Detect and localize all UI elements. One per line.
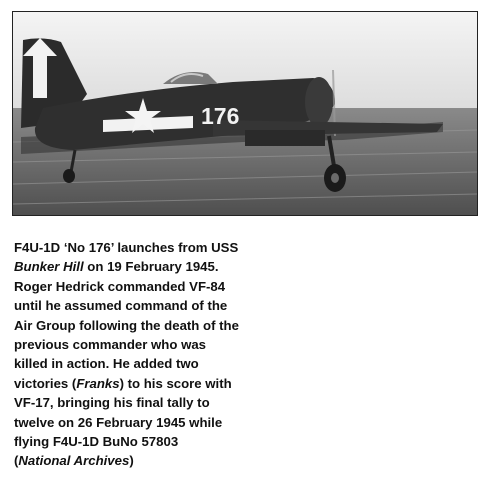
photo-illustration xyxy=(13,12,477,215)
caption-line: twelve on 26 February 1945 while xyxy=(14,414,223,430)
caption-line xyxy=(14,451,296,470)
caption-text: ( xyxy=(14,453,19,469)
caption-line: F4U-1D ‘No 176’ launches from USS xyxy=(14,240,239,255)
caption-text: ) to his score with xyxy=(119,375,232,391)
caption-line: VF-17, bringing his final tally to xyxy=(14,395,210,411)
caption-text: victories ( xyxy=(14,375,77,391)
caption-line: killed in action. He added two xyxy=(14,356,199,372)
aircraft-number: 176 xyxy=(201,103,240,129)
caption-line: flying F4U-1D BuNo 57803 xyxy=(14,434,179,450)
caption-line xyxy=(14,257,296,276)
caption-line: Roger Hedrick commanded VF-84 xyxy=(14,278,226,294)
caption-italic-text: National Archives xyxy=(18,453,130,469)
caption-text: on 19 February 1945. xyxy=(83,259,219,275)
caption-italic-text: Bunker Hill xyxy=(14,259,84,275)
caption-line: until he assumed command of the xyxy=(14,298,228,314)
caption-line: Air Group following the death of the xyxy=(14,317,239,333)
caption-line: previous commander who was xyxy=(14,337,207,353)
photo-caption xyxy=(14,238,296,471)
caption-line xyxy=(14,374,296,393)
caption-italic-text: Franks xyxy=(76,375,120,391)
caption-text: ) xyxy=(129,453,134,469)
corsair-launch-photo xyxy=(12,11,478,216)
